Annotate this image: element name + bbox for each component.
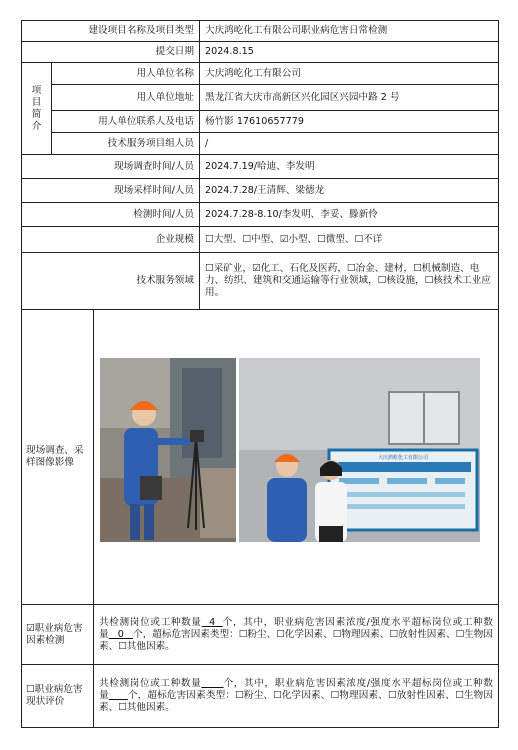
service-domain-value: ☐采矿业，☑化工、石化及医药，☐冶金、建材，☐机械制造、电力、纺织、建筑和交通运输等行业领域，☐核设施，☐核技术工业应用。 — [200, 253, 499, 310]
sampling-label: 现场采样时间/人员 — [22, 179, 200, 203]
photo-cell — [94, 310, 499, 605]
signboard-title: 大庆鸿屹化工有限公司 — [377, 455, 429, 461]
row-service-domain — [22, 253, 499, 310]
employer-name-value: 大庆鸿屹化工有限公司 — [200, 63, 499, 85]
row-status-evaluation — [22, 665, 499, 728]
status-evaluation-text: 共检测岗位或工种数量 个，其中，职业病危害因素浓度/强度水平超标岗位或工种数量 个，超标危害因素类型：☐粉尘、☐化学因素、☐物理因素、☐放射性因素、☐生物因素、☐其他因素。 — [94, 665, 499, 728]
project-type-label: 建设项目名称及项目类型 — [22, 21, 200, 42]
hazard-detection-label: ☑职业病危害因素检测 — [22, 605, 94, 665]
row-project-type — [22, 21, 499, 42]
site-photos — [100, 358, 480, 542]
row-employer-name — [22, 63, 499, 85]
contact-value: 杨竹影 17610657779 — [200, 111, 499, 133]
survey-label: 现场调查时间/人员 — [22, 155, 200, 179]
hazard-detection-text: 共检测岗位或工种数量 4 个，其中，职业病危害因素浓度/强度水平超标岗位或工种数量 0 个，超标危害因素类型：☐粉尘、☐化学因素、☐物理因素、☐放射性因素、☐生物因素、☐其他因素。 — [94, 605, 499, 665]
sampling-value: 2024.7.28/王清辉、梁德龙 — [200, 179, 499, 203]
enterprise-scale-label: 企业规模 — [22, 227, 200, 253]
submit-date-value: 2024.8.15 — [200, 42, 499, 63]
project-type-value: 大庆鸿屹化工有限公司职业病危害日常检测 — [200, 21, 499, 42]
detection-exceed-count: 0 — [117, 628, 124, 640]
row-testing — [22, 203, 499, 227]
row-tech-staff — [22, 133, 499, 155]
employer-name-label: 用人单位名称 — [52, 63, 200, 85]
row-survey — [22, 155, 499, 179]
row-contact — [22, 111, 499, 133]
row-scale — [22, 227, 499, 253]
contact-label: 用人单位联系人及电话 — [52, 111, 200, 133]
row-sampling — [22, 179, 499, 203]
tech-staff-value: / — [200, 133, 499, 155]
status-evaluation-label: ☐职业病危害现状评价 — [22, 665, 94, 728]
row-photos — [22, 310, 499, 605]
testing-label: 检测时间/人员 — [22, 203, 200, 227]
row-employer-address — [22, 85, 499, 111]
sampling-photo — [100, 358, 236, 542]
row-hazard-detection — [22, 605, 499, 665]
project-intro-vertical-label: 项 目 简 介 — [22, 63, 52, 155]
row-submit-date — [22, 42, 499, 63]
tech-staff-label: 技术服务项目组人员 — [52, 133, 200, 155]
service-domain-label: 技术服务领域 — [22, 253, 200, 310]
occupational-hazard-form — [21, 20, 499, 728]
employer-address-value: 黑龙江省大庆市高新区兴化园区兴园中路 2 号 — [200, 85, 499, 111]
detection-post-count: 4 — [209, 616, 216, 628]
photo-label: 现场调查、采样图像影像 — [22, 310, 94, 605]
signboard-photo — [239, 358, 480, 542]
testing-value: 2024.7.28-8.10/李发明、李妥、滕新伶 — [200, 203, 499, 227]
enterprise-scale-value: ☐大型、☐中型、☑小型、☐微型、☐不详 — [200, 227, 499, 253]
survey-value: 2024.7.19/哈迪、李发明 — [200, 155, 499, 179]
submit-date-label: 提交日期 — [22, 42, 200, 63]
employer-address-label: 用人单位地址 — [52, 85, 200, 111]
